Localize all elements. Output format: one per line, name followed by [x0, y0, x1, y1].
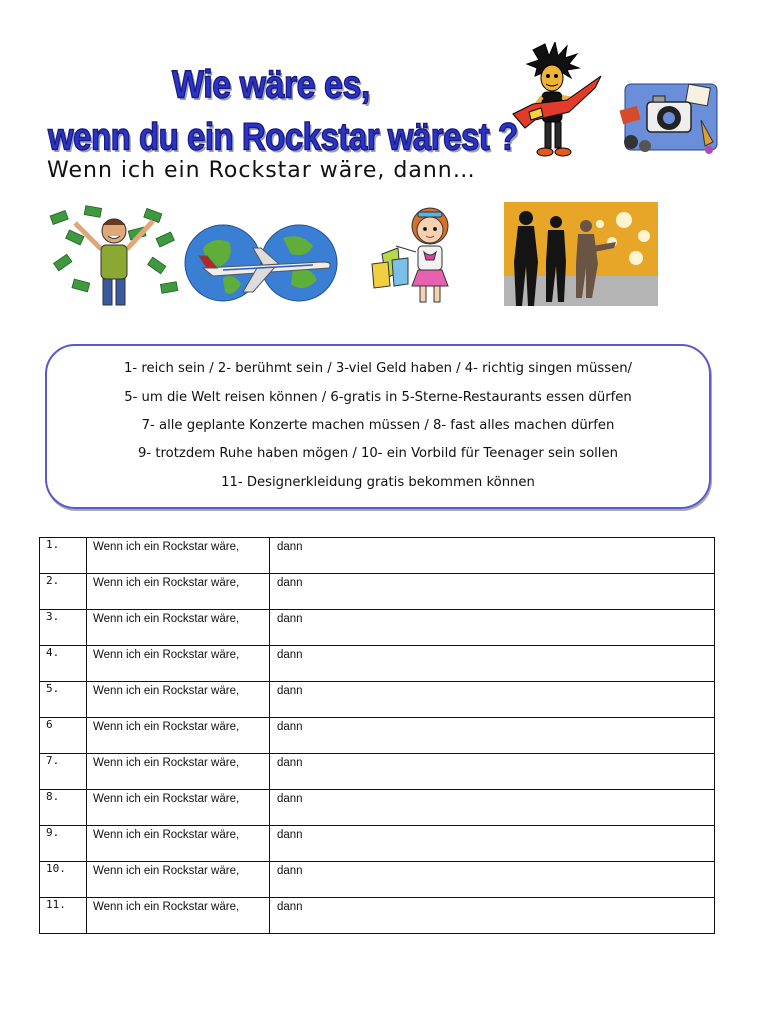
condition-cell: Wenn ich ein Rockstar wäre,	[87, 862, 270, 898]
condition-cell: Wenn ich ein Rockstar wäre,	[87, 898, 270, 934]
condition-cell: Wenn ich ein Rockstar wäre,	[87, 718, 270, 754]
table-row	[40, 718, 715, 754]
condition-cell: Wenn ich ein Rockstar wäre,	[87, 682, 270, 718]
table-row	[40, 826, 715, 862]
rockstar-clipart	[505, 42, 605, 160]
title-line-1: Wie wäre es,	[172, 63, 370, 107]
answer-cell[interactable]: dann	[270, 790, 715, 826]
row-number: 3.	[40, 610, 87, 646]
row-number: 6	[40, 718, 87, 754]
condition-cell: Wenn ich ein Rockstar wäre,	[87, 574, 270, 610]
vocabulary-line-1: 1- reich sein / 2- berühmt sein / 3-viel Geld haben / 4- richtig singen müssen/	[123, 361, 632, 376]
answer-cell[interactable]: dann	[270, 898, 715, 934]
vocabulary-line-2: 5- um die Welt reisen können / 6-gratis in 5-Sterne-Restaurants essen dürfen	[124, 390, 632, 405]
row-number: 4.	[40, 646, 87, 682]
globe-plane-clipart	[183, 218, 339, 308]
exercise-table	[39, 537, 715, 934]
table-row	[40, 682, 715, 718]
row-number: 11.	[40, 898, 87, 934]
answer-cell[interactable]: dann	[270, 826, 715, 862]
camera-clipart	[617, 80, 723, 158]
table-row	[40, 754, 715, 790]
row-number: 8.	[40, 790, 87, 826]
vocabulary-line-4: 9- trotzdem Ruhe haben mögen / 10- ein Vorbild für Teenager sein sollen	[138, 446, 618, 461]
title-line-2: wenn du ein Rockstar wärest ?	[48, 115, 518, 158]
answer-cell[interactable]: dann	[270, 646, 715, 682]
row-number: 7.	[40, 754, 87, 790]
vocabulary-box	[45, 344, 711, 509]
table-row	[40, 574, 715, 610]
row-number: 1.	[40, 538, 87, 574]
answer-cell[interactable]: dann	[270, 682, 715, 718]
table-row	[40, 790, 715, 826]
row-number: 10.	[40, 862, 87, 898]
table-row	[40, 538, 715, 574]
condition-cell: Wenn ich ein Rockstar wäre,	[87, 538, 270, 574]
vocabulary-line-5: 11- Designerkleidung gratis bekommen können	[221, 475, 535, 490]
table-row	[40, 898, 715, 934]
condition-cell: Wenn ich ein Rockstar wäre,	[87, 754, 270, 790]
condition-cell: Wenn ich ein Rockstar wäre,	[87, 790, 270, 826]
answer-cell[interactable]: dann	[270, 538, 715, 574]
table-row	[40, 646, 715, 682]
answer-cell[interactable]: dann	[270, 862, 715, 898]
condition-cell: Wenn ich ein Rockstar wäre,	[87, 646, 270, 682]
answer-cell[interactable]: dann	[270, 718, 715, 754]
condition-cell: Wenn ich ein Rockstar wäre,	[87, 610, 270, 646]
row-number: 5.	[40, 682, 87, 718]
answer-cell[interactable]: dann	[270, 754, 715, 790]
table-row	[40, 862, 715, 898]
table-row	[40, 610, 715, 646]
concert-clipart	[504, 202, 658, 306]
condition-cell: Wenn ich ein Rockstar wäre,	[87, 826, 270, 862]
answer-cell[interactable]: dann	[270, 610, 715, 646]
shopping-girl-clipart	[368, 200, 473, 308]
money-clipart	[45, 203, 183, 308]
row-number: 9.	[40, 826, 87, 862]
vocabulary-line-3: 7- alle geplante Konzerte machen müssen / 8- fast alles machen dürfen	[141, 418, 615, 433]
answer-cell[interactable]: dann	[270, 574, 715, 610]
subtitle: Wenn ich ein Rockstar wäre, dann…	[47, 158, 476, 183]
row-number: 2.	[40, 574, 87, 610]
